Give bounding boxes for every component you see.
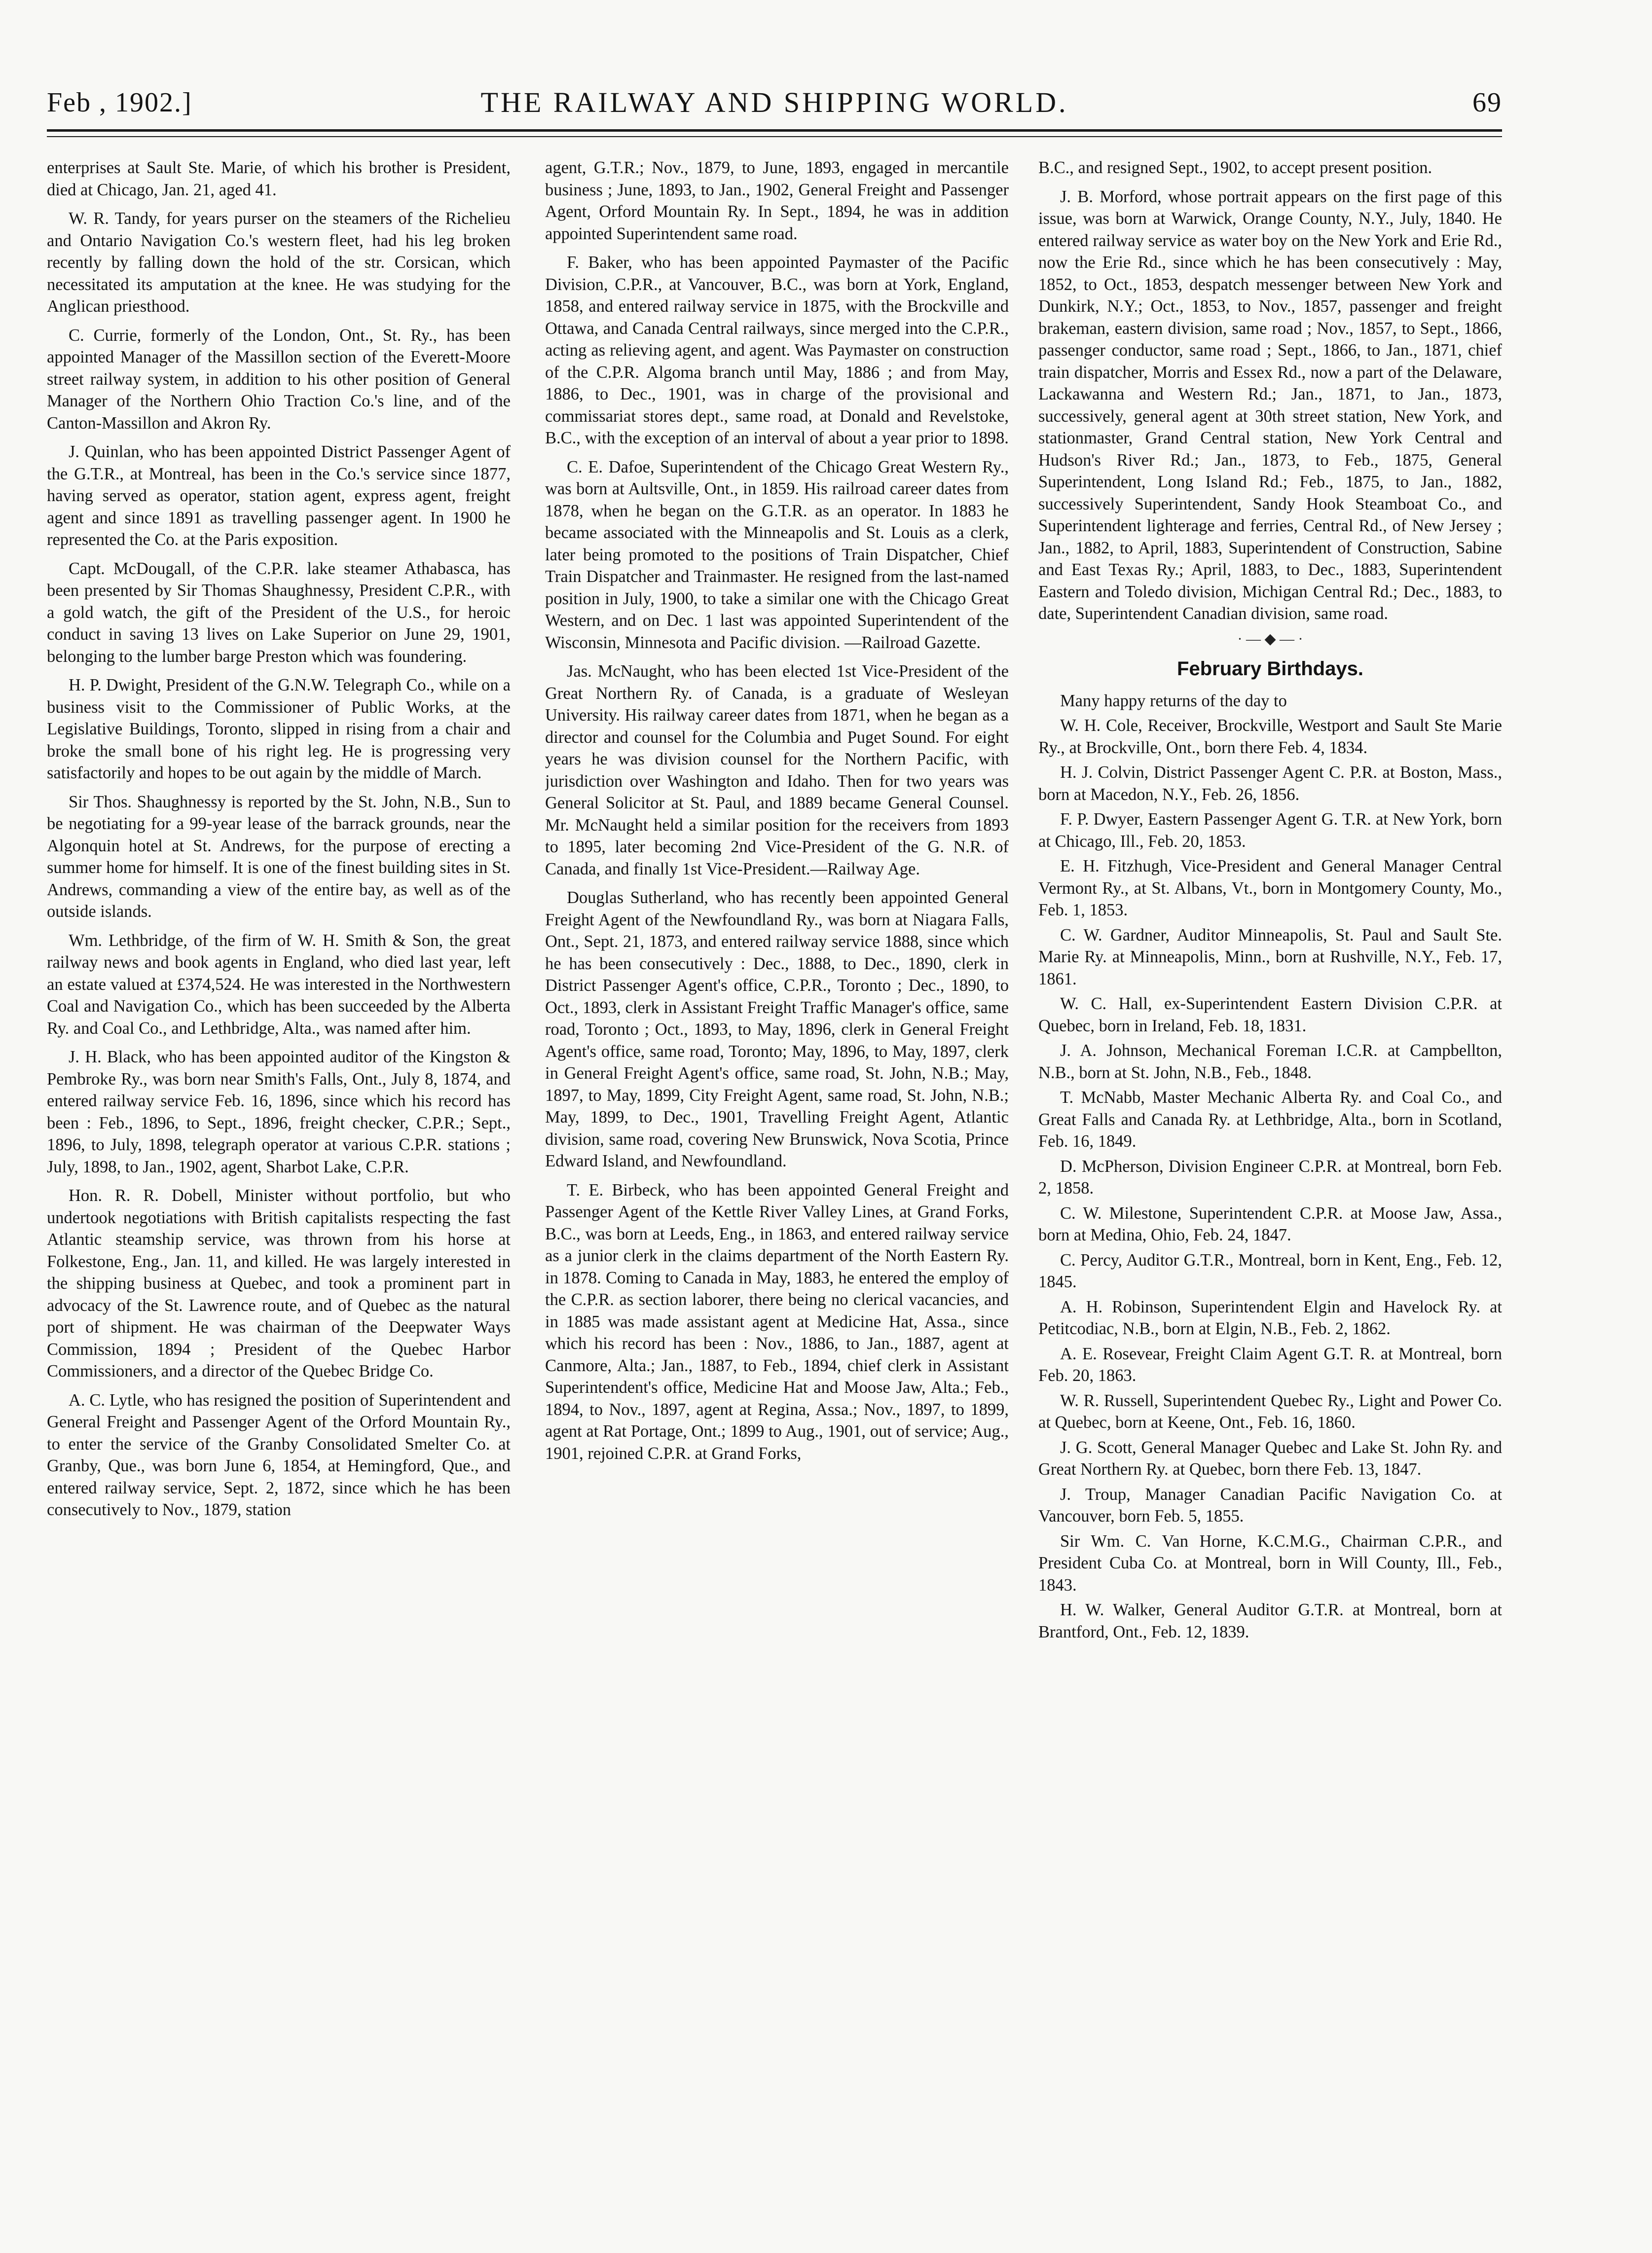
article-paragraph: C. Currie, formerly of the London, Ont., St. Ry., has been appointed Manager of the Massillon section of the Everett-Moore street railway system, in addition to his other position of General Manager of the Northern Ohio Traction Co.'s line, and of the Canton-Massillon and Akron Ry. — [47, 326, 511, 433]
birthday-entry: C. Percy, Auditor G.T.R., Montreal, born in Kent, Eng., Feb. 12, 1845. — [1038, 1250, 1502, 1291]
birthdays-intro: Many happy returns of the day to — [1060, 691, 1287, 710]
page-number: 69 — [1472, 87, 1502, 118]
column-1 — [47, 157, 511, 2174]
birthday-entry: F. P. Dwyer, Eastern Passenger Agent G. T.R. at New York, born at Chicago, Ill., Feb. 20, 1853. — [1038, 810, 1502, 851]
birthday-entry: J. G. Scott, General Manager Quebec and Lake St. John Ry. and Great Northern Ry. at Quebec, born there Feb. 13, 1847. — [1038, 1438, 1502, 1479]
article-paragraph: T. E. Birbeck, who has been appointed General Freight and Passenger Agent of the Kettle River Valley Lines, at Grand Forks, B.C., was born at Leeds, Eng., in 1863, and entered railway service as a junior clerk in the claims department of the North Eastern Ry. in 1878. Coming to Canada in May, 1883, he entered the employ of the C.P.R. as section laborer, there being no clerical vacancies, and in 1885 was made assistant agent at Medicine Hat, Assa., since which his record has been : Nov., 1886, to Jan., 1887, agent at Canmore, Alta.; Jan., 1887, to Feb., 1894, chief clerk in Assistant Superintendent's office, Medicine Hat and Moose Jaw, Alta.; Feb., 1894, to Nov., 1897, agent at Regina, Assa.; Nov., 1897, to 1899, agent at Rat Portage, Ont.; 1899 to Aug., 1901, out of service; Aug., 1901, rejoined C.P.R. at Grand Forks, — [545, 1180, 1009, 1463]
article-paragraph: Sir Thos. Shaughnessy is reported by the St. John, N.B., Sun to be negotiating for a 99-year lease of the barrack grounds, near the Algonquin hotel at St. Andrews, for the purpose of erecting a summer home for himself. It is one of the finest building sites in St. Andrews, commanding a view of the entire bay, as well as of the outside islands. — [47, 792, 511, 921]
birthday-entry: C. W. Milestone, Superintendent C.P.R. at Moose Jaw, Assa., born at Medina, Ohio, Feb. 24, 1847. — [1038, 1203, 1502, 1244]
birthday-entry: D. McPherson, Division Engineer C.P.R. at Montreal, born Feb. 2, 1858. — [1038, 1157, 1502, 1198]
birthday-entry: H. W. Walker, General Auditor G.T.R. at Montreal, born at Brantford, Ont., Feb. 12, 1839. — [1038, 1600, 1502, 1641]
birthday-entry: Sir Wm. C. Van Horne, K.C.M.G., Chairman C.P.R., and President Cuba Co. at Montreal, born in Will County, Ill., Feb., 1843. — [1038, 1531, 1502, 1595]
column-3 — [1038, 157, 1502, 2174]
article-paragraph: Hon. R. R. Dobell, Minister without portfolio, but who undertook negotiations with British capitalists respecting the fast Atlantic steamship service, was thrown from his horse at Folkestone, Eng., Jan. 11, and killed. He was largely interested in the shipping business at Quebec, and took a prominent part in advocacy of the St. Lawrence route, and of Quebec as the natural port of shipment. He was chairman of the Deepwater Ways Commission, 1894 ; President of the Quebec Harbor Commissioners, and a director of the Quebec Bridge Co. — [47, 1186, 511, 1381]
article-paragraph: W. R. Tandy, for years purser on the steamers of the Richelieu and Ontario Navigation Co.'s western fleet, had his leg broken recently by falling down the hold of the str. Corsican, which necessitated its amputation at the knee. He was studying for the Anglican priesthood. — [47, 209, 511, 316]
birthday-entry: A. E. Rosevear, Freight Claim Agent G.T. R. at Montreal, born Feb. 20, 1863. — [1038, 1344, 1502, 1385]
birthday-entry: J. A. Johnson, Mechanical Foreman I.C.R. at Campbellton, N.B., born at St. John, N.B., Feb., 1848. — [1038, 1041, 1502, 1082]
birthday-entry: W. H. Cole, Receiver, Brockville, Westport and Sault Ste Marie Ry., at Brockville, Ont., born there Feb. 4, 1834. — [1038, 716, 1502, 757]
running-header — [47, 83, 1502, 122]
birthday-entry: E. H. Fitzhugh, Vice-President and General Manager Central Vermont Ry., at St. Albans, Vt., born in Montgomery County, Mo., Feb. 1, 1853. — [1038, 857, 1502, 919]
section-divider-ornament: · — ◆ — · — [1237, 630, 1303, 647]
article-paragraph: J. H. Black, who has been appointed auditor of the Kingston & Pembroke Ry., was born near Smith's Falls, Ont., July 8, 1874, and entered railway service Feb. 16, 1896, since which his record has been : Feb., 1896, to Sept., 1896, freight checker, C.P.R.; Sept., 1896, to July, 1898, telegraph operator at various C.P.R. stations ; July, 1898, to Jan., 1902, agent, Sharbot Lake, C.P.R. — [47, 1048, 511, 1176]
birthday-entry: T. McNabb, Master Mechanic Alberta Ry. and Coal Co., and Great Falls and Canada Ry. at Lethbridge, Alta., born in Scotland, Feb. 16, 1849. — [1038, 1088, 1502, 1151]
article-paragraph: H. P. Dwight, President of the G.N.W. Telegraph Co., while on a business visit to the Commissioner of Public Works, at the Legislative Buildings, Toronto, slipped in rising from a chair and broke the small bone of his right leg. He is progressing very satisfactorily and hopes to be out again by the middle of March. — [47, 676, 511, 782]
article-paragraph: Capt. McDougall, of the C.P.R. lake steamer Athabasca, has been presented by Sir Thomas Shaughnessy, President C.P.R., with a gold watch, the gift of the President of the U.S., for heroic conduct in saving 13 lives on Lake Superior on June 29, 1901, belonging to the lumber barge Preston which was foundering. — [47, 559, 511, 666]
publication-title: THE RAILWAY AND SHIPPING WORLD. — [480, 86, 1068, 118]
birthday-entry: W. C. Hall, ex-Superintendent Eastern Division C.P.R. at Quebec, born in Ireland, Feb. 18, 1831. — [1038, 994, 1502, 1035]
article-paragraph: agent, G.T.R.; Nov., 1879, to June, 1893, engaged in mercantile business ; June, 1893, to Jan., 1902, General Freight and Passenger Agent, Orford Mountain Ry. In Sept., 1894, he was in addition appointed Superintendent same road. — [545, 158, 1009, 243]
birthday-entry: J. Troup, Manager Canadian Pacific Navigation Co. at Vancouver, born Feb. 5, 1855. — [1038, 1485, 1502, 1526]
header-rule-thick — [47, 129, 1502, 132]
article-paragraph: enterprises at Sault Ste. Marie, of which his brother is President, died at Chicago, Jan. 21, aged 41. — [47, 158, 511, 199]
header-date: Feb , 1902.] — [47, 87, 192, 118]
article-paragraph: B.C., and resigned Sept., 1902, to accept present position. — [1038, 158, 1432, 177]
article-paragraph: J. Quinlan, who has been appointed District Passenger Agent of the G.T.R., at Montreal, has been in the Co.'s service since 1877, having served as operator, station agent, express agent, freight agent and since 1891 as travelling passenger agent. In 1900 he represented the Co. at the Paris exposition. — [47, 442, 511, 549]
column-2 — [545, 157, 1009, 2174]
birthday-entry: A. H. Robinson, Superintendent Elgin and Havelock Ry. at Petitcodiac, N.B., born at Elgin, N.B., Feb. 2, 1862. — [1038, 1297, 1502, 1338]
birthday-entry: W. R. Russell, Superintendent Quebec Ry., Light and Power Co. at Quebec, born at Keene, Ont., Feb. 16, 1860. — [1038, 1391, 1502, 1432]
article-paragraph: Jas. McNaught, who has been elected 1st Vice-President of the Great Northern Ry. of Canada, is a graduate of Wesleyan University. His railway career dates from 1871, when he began as a director and counsel for the Columbia and Puget Sound. For eight years he was division counsel for the Northern Pacific, with jurisdiction over Washington and Idaho. Then for two years was General Solicitor at St. Paul, and 1889 became General Counsel. Mr. McNaught held a similar position for the receivers from 1893 to 1895, later becoming 2nd Vice-President of the G. N.R. of Canada, and finally 1st Vice-President.—Railway Age. — [545, 662, 1009, 878]
article-paragraph: J. B. Morford, whose portrait appears on the first page of this issue, was born at Warwick, Orange County, N.Y., July, 1840. He entered railway service as water boy on the New York and Erie Rd., now the Erie Rd., since which he has been consecutively : May, 1852, to Oct., 1853, despatch messenger between New York and Dunkirk, N.Y.; Oct., 1853, to Nov., 1857, passenger and freight brakeman, eastern division, same road ; Nov., 1857, to Sept., 1866, passenger conductor, same road ; Sept., 1866, to Jan., 1871, chief train dispatcher, Morris and Essex Rd., now a part of the Delaware, Lackawanna and Western Rd.; Jan., 1871, to Jan., 1873, successively, general agent at 30th street station, New York, and stationmaster, Grand Central station, New York Central and Hudson's River Rd.; Jan., 1873, to Feb., 1875, General Superintendent, Long Island Rd.; Feb., 1875, to Jan., 1882, successively Superintendent, Sandy Hook Steamboat Co., and Superintendent lighterage and ferries, Central Rd., of New Jersey ; Jan., 1882, to April, 1883, Superintendent of Construction, Sabine and East Texas Ry.; April, 1883, to Dec., 1883, Superintendent Eastern and Toledo division, Michigan Central Rd.; Dec., 1883, to date, Superintendent Canadian division, same road. — [1038, 187, 1502, 623]
article-paragraph: F. Baker, who has been appointed Paymaster of the Pacific Division, C.P.R., at Vancouver, B.C., was born at York, England, 1858, and entered railway service in 1875, with the Brockville and Ottawa, and Canada Central railways, since merged into the C.P.R., acting as relieving agent, and agent. Was Paymaster on construction of the C.P.R. Algoma branch until May, 1886 ; and from May, 1886, to Dec., 1901, was in charge of the provisional and commissariat stores dept., same road, at Donald and Revelstoke, B.C., with the exception of an interval of about a year prior to 1898. — [545, 253, 1009, 447]
article-paragraph: Wm. Lethbridge, of the firm of W. H. Smith & Son, the great railway news and book agents in England, who died last year, left an estate valued at £374,524. He was interested in the Northwestern Coal and Navigation Co., which has been succeeded by the Alberta Ry. and Coal Co., and Lethbridge, Alta., was named after him. — [47, 931, 511, 1038]
header-rule-thin — [47, 136, 1502, 137]
birthdays-heading: February Birthdays. — [1177, 657, 1363, 680]
birthday-entry: C. W. Gardner, Auditor Minneapolis, St. Paul and Sault Ste. Marie Ry. at Minneapolis, Minn., born at Rushville, N.Y., Feb. 17, 1861. — [1038, 925, 1502, 988]
article-paragraph: A. C. Lytle, who has resigned the position of Superintendent and General Freight and Passenger Agent of the Orford Mountain Ry., to enter the service of the Granby Consolidated Smelter Co. at Granby, Que., was born June 6, 1854, at Hemingford, Que., and entered railway service, Sept. 2, 1872, since which he has been consecutively to Nov., 1879, station — [47, 1390, 511, 1519]
article-paragraph: Douglas Sutherland, who has recently been appointed General Freight Agent of the Newfoundland Ry., was born at Niagara Falls, Ont., Sept. 21, 1873, and entered railway service 1888, since which he has been consecutively : Dec., 1888, to Dec., 1890, clerk in District Passenger Agent's office, C.P.R., Toronto ; Dec., 1890, to Oct., 1893, clerk in Assistant Freight Traffic Manager's office, same road, Toronto ; Oct., 1893, to May, 1896, clerk in General Freight Agent's office, same road, Toronto; May, 1896, to May, 1897, clerk in General Freight Agent's office, same road, St. John, N.B.; May, 1897, to May, 1899, City Freight Agent, same road, St. John, N.B.; May, 1899, to Dec., 1901, Travelling Freight Agent, Atlantic division, same road, covering New Brunswick, Nova Scotia, Prince Edward Island, and Newfoundland. — [545, 888, 1009, 1170]
birthday-entry: H. J. Colvin, District Passenger Agent C. P.R. at Boston, Mass., born at Macedon, N.Y., Feb. 26, 1856. — [1038, 763, 1502, 804]
article-paragraph: C. E. Dafoe, Superintendent of the Chicago Great Western Ry., was born at Aultsville, Ont., in 1859. His railroad career dates from 1878, when he began on the G.T.R. as an operator. In 1883 he became associated with the Minneapolis and St. Louis as a clerk, later being promoted to the positions of Train Dispatcher, Chief Train Dispatcher and Trainmaster. He resigned from the last-named position in July, 1900, to take a similar one with the Chicago Great Western, and on Dec. 1 last was appointed Superintendent of the Wisconsin, Minnesota and Pacific division. —Railroad Gazette. — [545, 457, 1009, 652]
